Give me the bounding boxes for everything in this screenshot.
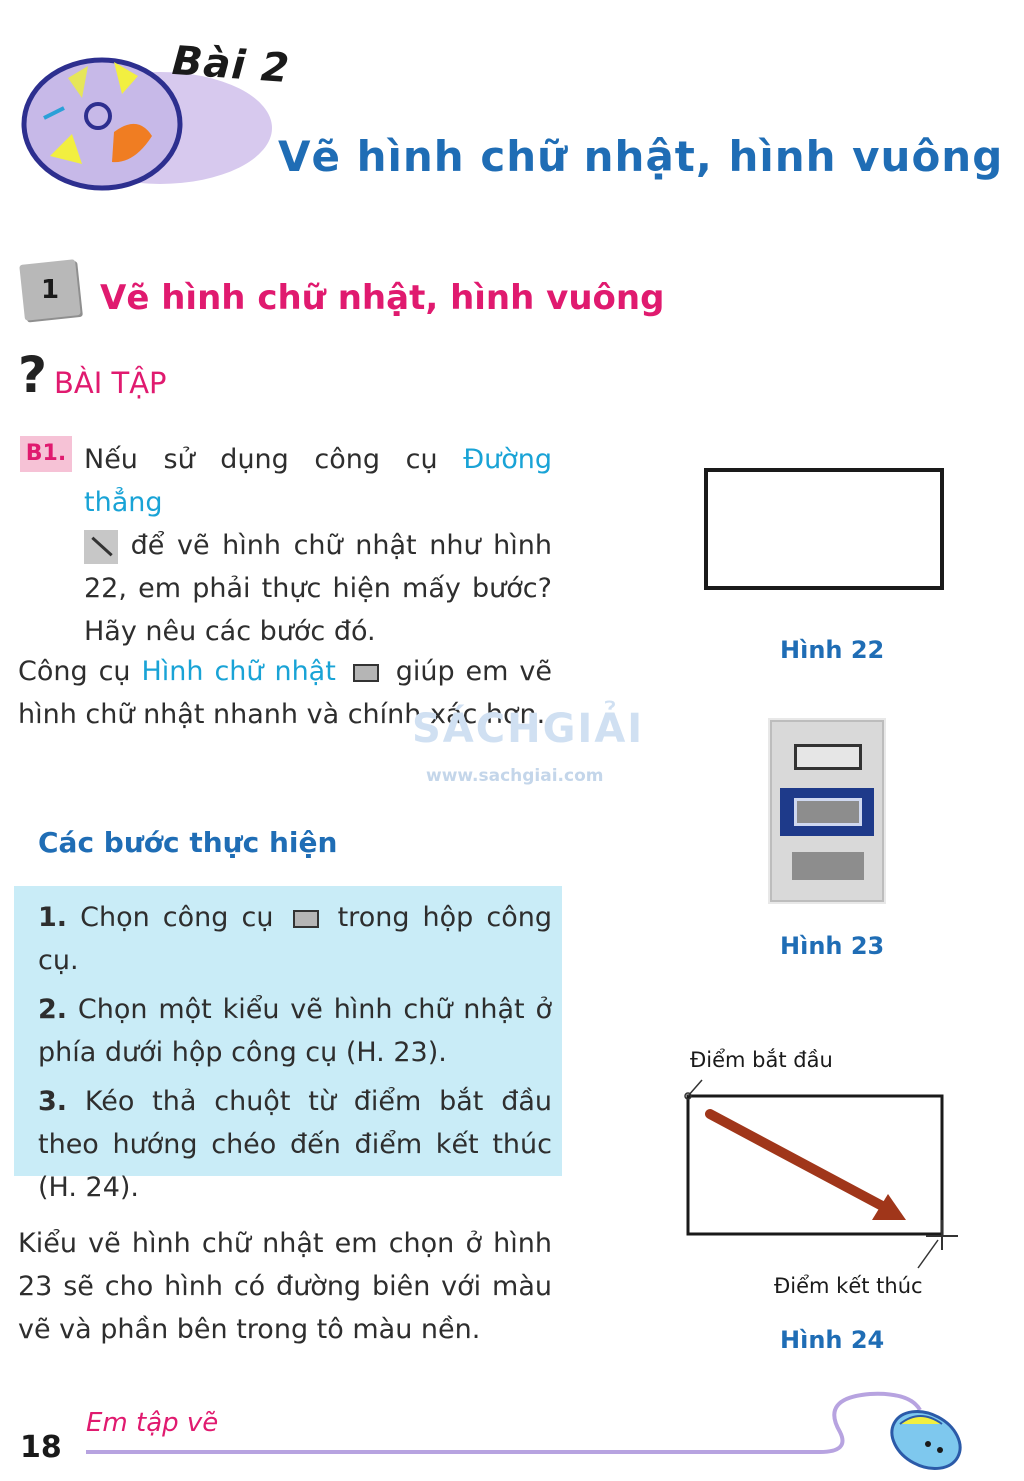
figure-22-caption: Hình 22: [780, 636, 885, 664]
intro-text-before: Công cụ: [18, 656, 142, 687]
section-number: 1: [40, 275, 60, 305]
step-1: [38, 896, 552, 982]
step-2-text: Chọn một kiểu vẽ hình chữ nhật ở phía dưới hộp công cụ (H. 23).: [38, 994, 552, 1068]
step-3: [38, 1080, 552, 1209]
b1-text-after: để vẽ hình chữ nhật như hình 22, em phải thực hiện mấy bước? Hãy nêu các bước đó.: [84, 530, 552, 647]
step-3-number: 3.: [38, 1086, 68, 1117]
step-1-before: Chọn công cụ: [80, 902, 274, 933]
figure-23-caption: Hình 23: [780, 932, 885, 960]
exercise-heading: BÀI TẬP: [54, 366, 167, 400]
steps-box: [14, 886, 562, 1203]
step-2-number: 2.: [38, 994, 68, 1025]
b1-badge: B1.: [20, 436, 72, 472]
start-point-label: Điểm bắt đầu: [690, 1048, 833, 1072]
section-number-badge: [19, 259, 81, 321]
palette-option-outline-fill: [794, 798, 862, 826]
step-3-text: Kéo thả chuột từ điểm bắt đầu theo hướng chéo đến điểm kết thúc (H. 24).: [38, 1086, 552, 1203]
b1-question: [84, 438, 552, 653]
lesson-title: Vẽ hình chữ nhật, hình vuông: [278, 132, 1004, 181]
intro-tool-name: Hình chữ nhật: [141, 656, 336, 687]
figure-24-caption: Hình 24: [780, 1326, 885, 1354]
rectangle-tool-icon: [353, 664, 379, 682]
end-point-label: Điểm kết thúc: [774, 1274, 923, 1298]
watermark-url: www.sachgiai.com: [426, 766, 604, 786]
footer-mouse-cable: [80, 1386, 980, 1476]
steps-title: Các bước thực hiện: [38, 826, 338, 859]
lesson-label: Bài 2: [170, 37, 292, 93]
logo-disc-ring: [24, 60, 180, 188]
question-mark-icon: ?: [18, 346, 48, 404]
watermark-logo-text: SÁCHGIẢI: [412, 706, 645, 752]
drag-arrow-shaft: [710, 1114, 886, 1208]
b1-text-before: Nếu sử dụng công cụ: [84, 444, 464, 475]
mouse-icon: [880, 1402, 970, 1477]
step-1-after: trong hộp công cụ.: [38, 902, 552, 976]
intro-text-after: giúp em vẽ hình chữ nhật nhanh và chính xác hơn.: [18, 656, 552, 730]
figure-24-drag-diagram: [676, 1074, 966, 1274]
step-2: [38, 988, 552, 1074]
footer-cable-line: [86, 1394, 920, 1452]
closing-paragraph: Kiểu vẽ hình chữ nhật em chọn ở hình 23 sẽ cho hình có đường biên với màu vẽ và phần bên trong tô màu nền.: [18, 1228, 552, 1345]
palette-option-outline: [794, 744, 862, 770]
section-title: Vẽ hình chữ nhật, hình vuông: [100, 278, 665, 318]
line-tool-icon: [84, 530, 118, 564]
rectangle-tool-icon: [293, 910, 319, 928]
palette-option-fill: [792, 852, 864, 880]
end-pointer-line: [918, 1240, 938, 1268]
page-number: 18: [20, 1430, 62, 1465]
step-1-number: 1.: [38, 902, 68, 933]
book-title: Em tập vẽ: [86, 1408, 219, 1438]
figure-22-rectangle: [704, 468, 944, 590]
b1-tool-name: Đường thẳng: [84, 444, 552, 518]
